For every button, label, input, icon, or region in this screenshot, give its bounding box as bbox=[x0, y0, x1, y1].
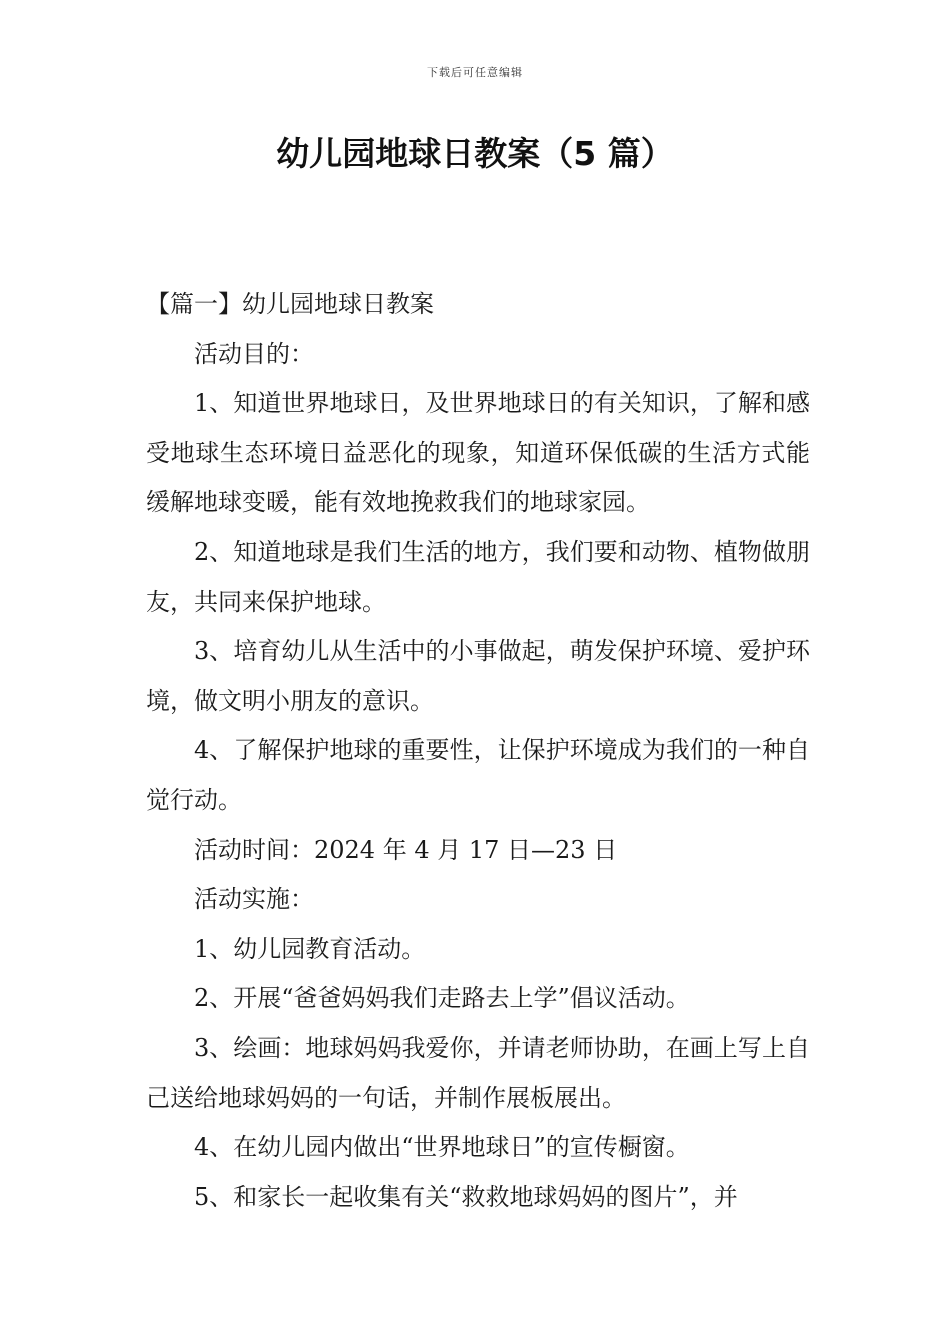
header-note: 下载后可任意编辑 bbox=[427, 66, 523, 79]
paragraph: 4、了解保护地球的重要性，让保护环境成为我们的一种自觉行动。 bbox=[146, 736, 810, 814]
paragraph: 2、开展“爸爸妈妈我们走路去上学”倡议活动。 bbox=[194, 984, 690, 1013]
paragraph: 活动目的： bbox=[194, 339, 314, 368]
paragraph: 3、培育幼儿从生活中的小事做起，萌发保护环境、爱护环境，做文明小朋友的意识。 bbox=[146, 637, 810, 715]
document-title: 幼儿园地球日教案（5 篇） bbox=[276, 134, 674, 173]
paragraph: 1、幼儿园教育活动。 bbox=[194, 934, 426, 963]
section-heading: 【篇一】幼儿园地球日教案 bbox=[146, 290, 434, 318]
paragraph: 3、绘画：地球妈妈我爱你，并请老师协助，在画上写上自己送给地球妈妈的一句话，并制作展板展出。 bbox=[146, 1033, 810, 1112]
paragraph: 2、知道地球是我们生活的地方，我们要和动物、植物做朋友，共同来保护地球。 bbox=[146, 537, 810, 616]
paragraph: 4、在幼儿园内做出“世界地球日”的宣传橱窗。 bbox=[194, 1133, 690, 1162]
paragraph: 5、和家长一起收集有关“救救地球妈妈的图片”，并 bbox=[194, 1182, 738, 1211]
paragraph: 活动时间：2024 年 4 月 17 日—23 日 bbox=[194, 835, 618, 864]
paragraph: 1、知道世界地球日，及世界地球日的有关知识，了解和感受地球生态环境日益恶化的现象，知道环保低碳的生活方式能缓解地球变暖，能有效地挽救我们的地球家园。 bbox=[146, 389, 810, 517]
paragraph: 活动实施： bbox=[194, 885, 314, 914]
document-body bbox=[146, 280, 810, 1222]
